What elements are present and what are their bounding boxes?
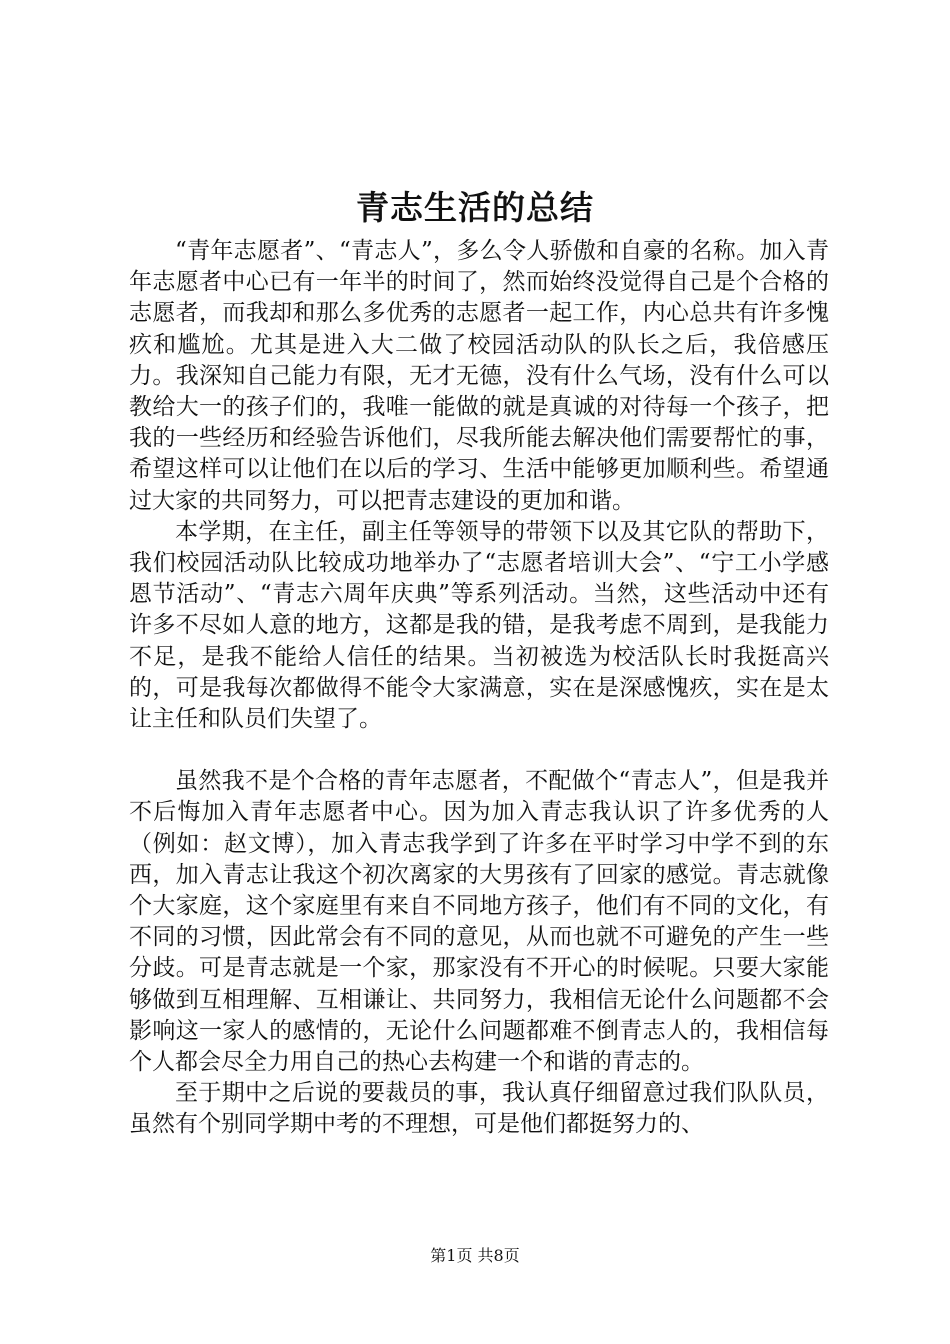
paragraph-4: 至于期中之后说的要裁员的事，我认真仔细留意过我们队队员，虽然有个别同学期中考的不理想，可是他们都挺努力的、 xyxy=(129,1080,829,1138)
document-title: 青志生活的总结 xyxy=(356,188,594,227)
paragraph-2: 本学期，在主任，副主任等领导的带领下以及其它队的帮助下，我们校园活动队比较成功地举办了“志愿者培训大会”、“宁工小学感恩节活动”、“青志六周年庆典”等系列活动。当然，这些活动中还有许多不尽如人意的地方，这都是我的错，是我考虑不周到，是我能力不足，是我不能给人信任的结果。当初被选为校活队长时我挺高兴的，可是我每次都做得不能令大家满意，实在是深感愧疚，实在是太让主任和队员们失望了。 xyxy=(129,518,829,733)
document-body xyxy=(129,236,829,1141)
page-footer: 第1页 共8页 xyxy=(430,1246,520,1265)
paragraph-3: 虽然我不是个合格的青年志愿者，不配做个“青志人”，但是我并不后悔加入青年志愿者中心。因为加入青志我认识了许多优秀的人（例如：赵文博），加入青志我学到了许多在平时学习中学不到的东西，加入青志让我这个初次离家的大男孩有了回家的感觉。青志就像个大家庭，这个家庭里有来自不同地方孩子，他们有不同的文化，有不同的习惯，因此常会有不同的意见，从而也就不可避免的产生一些分歧。可是青志就是一个家，那家没有不开心的时候呢。只要大家能够做到互相理解、互相谦让、共同努力，我相信无论什么问题都不会影响这一家人的感情的，无论什么问题都难不倒青志人的，我相信每个人都会尽全力用自己的热心去构建一个和谐的青志的。 xyxy=(129,768,829,1076)
paragraph-1: “青年志愿者”、“青志人”，多么令人骄傲和自豪的名称。加入青年志愿者中心已有一年半的时间了，然而始终没觉得自己是个合格的志愿者，而我却和那么多优秀的志愿者一起工作，内心总共有许多愧疚和尴尬。尤其是进入大二做了校园活动队的队长之后，我倍感压力。我深知自己能力有限，无才无德，没有什么气场，没有什么可以教给大一的孩子们的，我唯一能做的就是真诚的对待每一个孩子，把我的一些经历和经验告诉他们，尽我所能去解决他们需要帮忙的事，希望这样可以让他们在以后的学习、生活中能够更加顺利些。希望通过大家的共同努力，可以把青志建设的更加和谐。 xyxy=(129,238,829,514)
